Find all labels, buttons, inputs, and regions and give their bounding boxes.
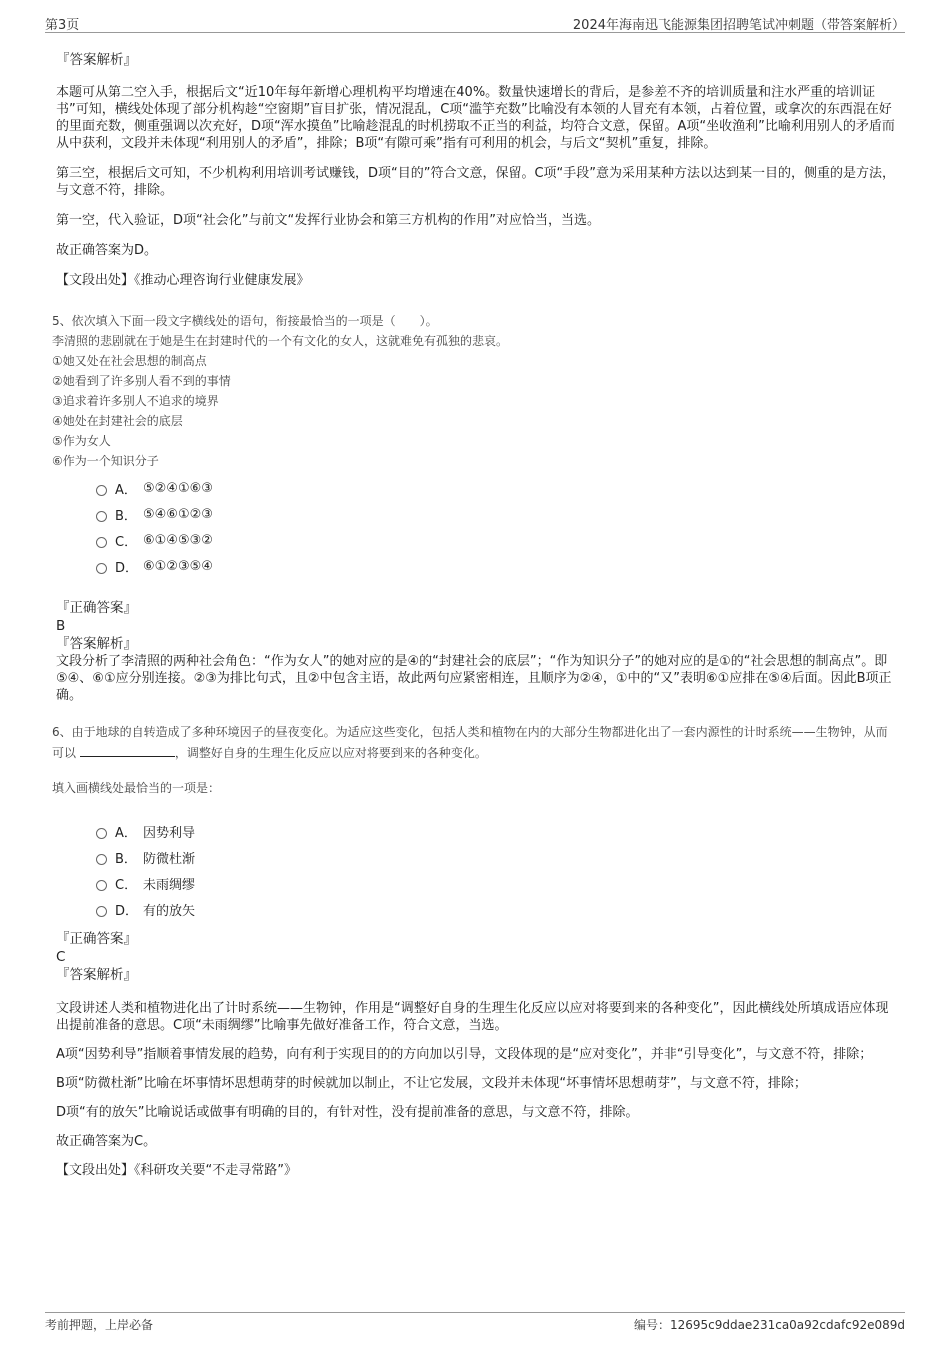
radio-icon[interactable] [96,485,107,496]
q5-analysis: 文段分析了李清照的两种社会角色：“作为女人”的她对应的是④的“封建社会的底层”；“作为知识分子”的她对应的是①的“社会思想的制高点”。即⑤④、⑥①应分别连接。②③为排比句式，且②中包含主语，故此两句应紧密相连，且顺序为②④，①中的“又”表明⑥①应排在⑤④后面。因此B项正确。 [56,654,892,703]
q4-analysis-conclusion: 故正确答案为D。 [56,243,158,258]
page-header [45,14,905,33]
q6-analysis-para3: B项“防微杜渐”比喻在坏事情坏思想萌芽的时候就加以制止，不让它发展，文段并未体现“坏事情坏思想萌芽”，与文意不符，排除； [56,1076,807,1091]
option-key: A． [115,482,137,498]
q5-stem: 5、依次填入下面一段文字横线处的语句，衔接最恰当的一项是（ ）。 [52,314,438,328]
radio-icon[interactable] [96,511,107,522]
q6-answer: C [56,949,66,965]
q6-stem [52,722,896,764]
option-text: 有的放矢 [143,903,196,919]
q5-answer-label: 『正确答案』 [56,600,137,616]
footer-slogan: 考前押题，上岸必备 [45,1318,154,1332]
q5-item: ⑥作为一个知识分子 [52,454,159,468]
option-text: ⑤④⑥①②③ [143,506,213,522]
radio-icon[interactable] [96,563,107,574]
q6-stem-part2: ，调整好自身的生理生化反应以应对将要到来的各种变化。 [174,746,487,760]
q6-option-b[interactable] [96,844,896,870]
radio-icon[interactable] [96,537,107,548]
option-key: D． [115,903,139,919]
document-id: 编号：12695c9ddae231ca0a92cdafc92e089d [633,1318,905,1332]
page-number: 第3页 [45,18,80,33]
q6-analysis-para4: D项“有的放矢”比喻说话或做事有明确的目的，有针对性，没有提前准备的意思，与文意不符，排除。 [56,1105,639,1120]
q6-source: 【文段出处】《科研攻关要“不走寻常路”》 [56,1163,297,1178]
q5-answer: B [56,618,66,634]
q4-analysis-label: 『答案解析』 [56,52,137,68]
q6-analysis-conclusion: 故正确答案为C。 [56,1134,157,1149]
question-5 [52,311,896,704]
option-key: D． [115,560,139,576]
page-footer [45,1312,905,1333]
q6-stem-part1: 6、由于地球的自转造成了多种环境因子的昼夜变化。为适应这些变化，包括人类和植物在内的大部分生物都进化出了一套内源性的计时系统——生物钟，从而可以 [52,725,888,760]
q5-item: ②她看到了许多别人看不到的事情 [52,374,231,388]
option-text: ⑤②④①⑥③ [143,480,213,496]
radio-icon[interactable] [96,906,107,917]
radio-icon[interactable] [96,854,107,865]
option-key: B． [115,508,137,524]
option-text: ⑥①②③⑤④ [143,558,213,574]
q5-option-b[interactable] [96,501,896,527]
q6-analysis-para2: A项“因势利导”指顺着事情发展的趋势，向有利于实现目的的方向加以引导，文段体现的是“应对变化”，并非“引导变化”，与文意不符，排除； [56,1047,873,1062]
q6-prompt: 填入画横线处最恰当的一项是： [52,781,221,795]
q5-option-a[interactable] [96,475,896,501]
page-content [52,44,896,1179]
q6-answer-label: 『正确答案』 [56,931,137,947]
q4-analysis-para3: 第一空，代入验证，D项“社会化”与前文“发挥行业协会和第三方机构的作用”对应恰当，当选。 [56,213,600,228]
q4-source: 【文段出处】《推动心理咨询行业健康发展》 [56,273,310,288]
radio-icon[interactable] [96,880,107,891]
q5-item: ③追求着许多别人不追求的境界 [52,394,219,408]
q6-option-d[interactable] [96,896,896,922]
q6-option-c[interactable] [96,870,896,896]
q6-analysis-label: 『答案解析』 [56,967,137,983]
q4-analysis-para1: 本题可从第二空入手，根据后文“近10年每年新增心理机构平均增速在40%。数量快速增长的背后，是参差不齐的培训质量和注水严重的培训证书”可知，横线处体现了部分机构趁“空窗期”盲目扩张，情况混乱，C项“滥竽充数”比喻没有本领的人冒充有本领，占着位置，或拿次的东西混在好的里面充数，侧重强调以次充好，D项“浑水摸鱼”比喻趁混乱的时机捞取不正当的利益，均符合文意，保留。A项“坐收渔利”比喻利用别人的矛盾而从中获利，文段并未体现“利用别人的矛盾”，排除；B项“有隙可乘”指有可利用的机会，与后文“契机”重复，排除。 [56,85,895,151]
radio-icon[interactable] [96,828,107,839]
option-key: C． [115,877,138,893]
option-text: ⑥①④⑤③② [143,532,213,548]
question-6 [52,722,896,1179]
option-text: 防微杜渐 [143,851,196,867]
option-text: 未雨绸缪 [143,877,196,893]
q5-option-c[interactable] [96,527,896,553]
q5-item: ①她又处在社会思想的制高点 [52,354,207,368]
q5-passage: 李清照的悲剧就在于她是生在封建时代的一个有文化的女人，这就难免有孤独的悲哀。 [52,334,509,348]
q6-option-a[interactable] [96,818,896,844]
q4-analysis-para2: 第三空，根据后文可知，不少机构利用培训考试赚钱，D项“目的”符合文意，保留。C项“手段”意为采用某种方法以达到某一目的，侧重的是方法，与文意不符，排除。 [56,166,896,198]
option-key: A． [115,825,137,841]
option-key: B． [115,851,137,867]
document-title: 2024年海南迅飞能源集团招聘笔试冲刺题（带答案解析） [572,18,905,33]
fill-blank [80,746,175,757]
q5-option-d[interactable] [96,553,896,579]
option-text: 因势利导 [143,825,196,841]
q5-item: ⑤作为女人 [52,434,111,448]
option-key: C． [115,534,138,550]
q5-analysis-label: 『答案解析』 [56,636,137,652]
q6-analysis-para1: 文段讲述人类和植物进化出了计时系统——生物钟，作用是“调整好自身的生理生化反应以应对将要到来的各种变化”，因此横线处所填成语应体现出提前准备的意思。C项“未雨绸缪”比喻事先做好准备工作，符合文意，当选。 [56,1001,889,1033]
q5-item: ④她处在封建社会的底层 [52,414,183,428]
